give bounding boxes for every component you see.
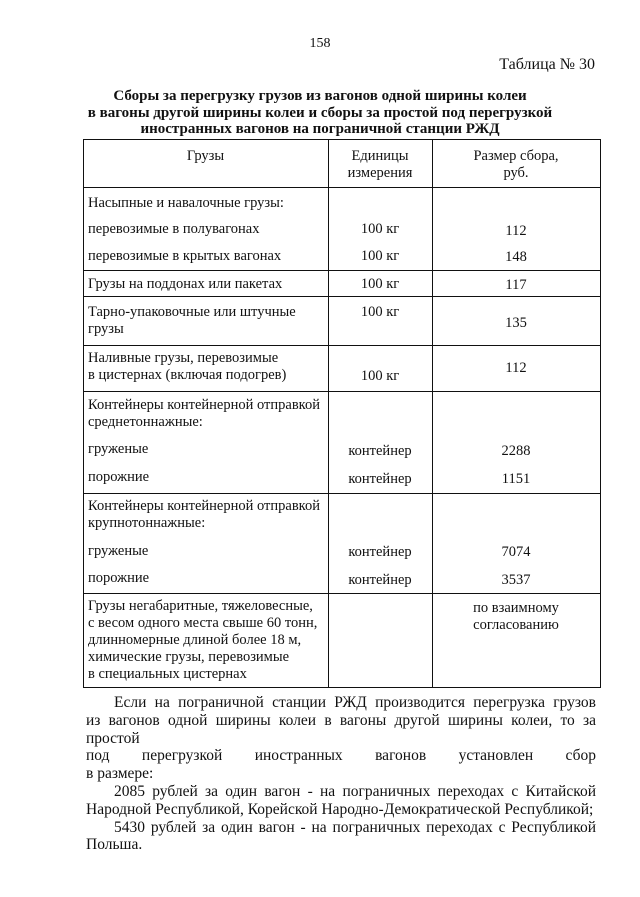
fee-cell: 148 xyxy=(505,249,527,265)
note-text: 5430 рублей за один вагон - на пограничных переходах с Республикой xyxy=(114,818,596,836)
fee-cell: 117 xyxy=(505,277,527,293)
note-text: 2085 рублей за один вагон - на пограничных переходах с Китайской xyxy=(114,782,596,800)
group-label-bulk: Насыпные и навалочные грузы: xyxy=(88,195,284,211)
note-text: Народной Республикой, Корейской Народно-Демократической Республикой; xyxy=(86,800,594,818)
group-label-large-containers: Контейнеры контейнерной отправкой крупнотоннажные: xyxy=(88,498,320,531)
header-divider xyxy=(83,187,601,188)
note-text: из вагонов одной ширины колеи в вагоны другой ширины колеи, то за простой xyxy=(86,711,596,747)
row-divider xyxy=(83,296,601,297)
unit-cell: 100 кг xyxy=(360,248,400,264)
cargo-name: порожние xyxy=(88,570,150,586)
row-divider xyxy=(83,593,601,594)
cargo-name: перевозимые в полувагонах xyxy=(88,221,260,237)
cargo-name: груженые xyxy=(88,543,149,559)
unit-cell: контейнер xyxy=(348,572,412,588)
unit-cell: 100 кг xyxy=(360,368,400,384)
row-divider xyxy=(83,493,601,494)
unit-cell: 100 кг xyxy=(360,221,400,237)
note-text: Если на пограничной станции РЖД производится перегрузка грузов xyxy=(114,694,596,711)
fee-cell: 7074 xyxy=(501,544,531,560)
row-divider xyxy=(83,270,601,271)
fee-cell: 112 xyxy=(505,223,527,239)
title-line: Сборы за перегрузку грузов из вагонов одной ширины колеи xyxy=(113,88,527,104)
cargo-name: груженые xyxy=(88,441,149,457)
note-text: Польша. xyxy=(86,836,143,854)
table-title xyxy=(60,88,580,138)
row-divider xyxy=(83,345,601,346)
fee-cell: 2288 xyxy=(501,443,531,459)
note-text: в размере: xyxy=(86,765,154,783)
cargo-name: порожние xyxy=(88,469,150,485)
cargo-name: Грузы негабаритные, тяжеловесные, с весом одного места свыше 60 тонн, длинномерные длиной более 18 м, химические грузы, перевозимые в специальных цистернах xyxy=(88,598,318,682)
fee-cell: 1151 xyxy=(501,471,531,487)
table-border-right xyxy=(600,139,601,687)
page-number: 158 xyxy=(309,36,331,51)
table-border-top xyxy=(83,139,601,140)
fee-cell: 135 xyxy=(505,315,527,331)
fee-cell: 3537 xyxy=(501,572,531,588)
fee-cell: по взаимному согласованию xyxy=(473,600,559,633)
row-divider xyxy=(83,391,601,392)
table-number: Таблица № 30 xyxy=(499,56,595,73)
note-text: под перегрузкой иностранных вагонов установлен сбор xyxy=(86,747,596,765)
header-cargo: Грузы xyxy=(186,148,225,164)
header-fee: Размер сбора, руб. xyxy=(473,148,559,181)
fee-cell: 112 xyxy=(505,360,527,376)
unit-cell: контейнер xyxy=(348,471,412,487)
title-line: в вагоны другой ширины колеи и сборы за простой под перегрузкой xyxy=(87,104,553,121)
cargo-name: перевозимые в крытых вагонах xyxy=(88,248,282,264)
unit-cell: контейнер xyxy=(348,544,412,560)
unit-cell: 100 кг xyxy=(360,304,400,320)
title-line: иностранных вагонов на пограничной станции РЖД xyxy=(140,121,500,137)
header-unit: Единицы измерения xyxy=(347,148,413,181)
group-label-medium-containers: Контейнеры контейнерной отправкой среднетоннажные: xyxy=(88,397,320,430)
table-note xyxy=(86,694,596,854)
cargo-name: Грузы на поддонах или пакетах xyxy=(88,276,283,292)
cargo-name: Наливные грузы, перевозимые в цистернах (включая подогрев) xyxy=(88,350,287,383)
table-border-left xyxy=(83,139,84,687)
table-border-bottom xyxy=(83,687,601,688)
cargo-name: Тарно-упаковочные или штучные грузы xyxy=(88,304,296,337)
unit-cell: 100 кг xyxy=(360,276,400,292)
unit-cell: контейнер xyxy=(348,443,412,459)
